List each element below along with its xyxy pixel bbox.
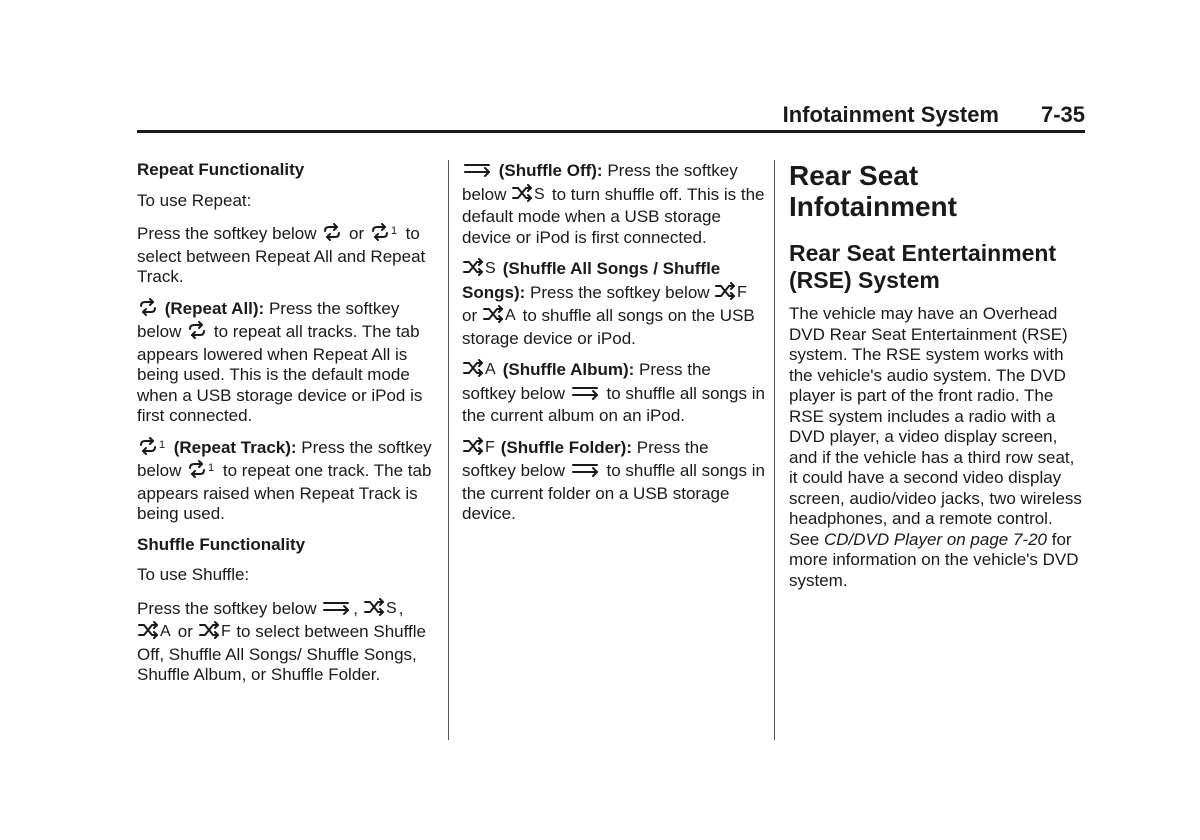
repeat-instructions: Press the softkey below or 1 to select between Repeat All and Repeat Track.: [137, 224, 426, 286]
column-1: [137, 160, 437, 686]
section-title: Infotainment System: [782, 102, 999, 127]
repeat-track-icon: [187, 460, 217, 484]
svg-text:A: A: [160, 623, 171, 639]
svg-text:A: A: [504, 307, 516, 323]
shuffle-off-icon: [571, 460, 601, 484]
shuffle-songs-icon: [512, 184, 546, 208]
repeat-heading: Repeat Functionality: [137, 160, 305, 179]
svg-text:S: S: [385, 599, 397, 616]
svg-text:S: S: [534, 185, 545, 202]
svg-text:S: S: [485, 260, 496, 276]
repeat-track-icon: [370, 223, 400, 247]
rse-body: The vehicle may have an Overhead DVD Rear Seat Entertainment (RSE) system. The RSE system works with the vehicle's audio system. The DVD player is part of the front radio. The RSE system includes a radio with a DVD player, a video display screen, and if the vehicle has a third row seat, it could have a second video display screen, audio/video jacks, two wireless headphones, and a remote control. See CD/DVD Player on page 7-20 for more information on the vehicle's DVD system.: [789, 304, 1082, 590]
column-divider: [774, 160, 775, 740]
shuffle-folder-icon: [715, 282, 747, 306]
svg-text:A: A: [485, 361, 496, 377]
repeat-track-icon: [138, 437, 168, 461]
shuffle-off-icon: [571, 383, 601, 407]
shuffle-folder-paragraph: F (Shuffle Folder): Press the softkey below to shuffle all songs in the current folder on a USB storage device.: [462, 437, 765, 523]
shuffle-off-paragraph: (Shuffle Off): Press the softkey below S to turn shuffle off. This is the default mode when a USB storage device or iPod is first connected.: [462, 161, 765, 247]
page-number: 7-35: [1040, 102, 1085, 127]
cross-reference-link[interactable]: CD/DVD Player on page 7-20: [823, 529, 1047, 549]
section-heading: Rear Seat Infotainment: [789, 160, 957, 222]
page-header: [137, 100, 1085, 133]
svg-text:1: 1: [390, 225, 397, 237]
repeat-all-icon: [187, 321, 208, 345]
repeat-intro: To use Repeat:: [137, 190, 252, 210]
svg-text:F: F: [737, 283, 748, 300]
shuffle-album-label: (Shuffle Album):: [502, 360, 635, 379]
svg-text:1: 1: [159, 438, 166, 451]
subsection-heading: Rear Seat Entertainment (RSE) System: [789, 240, 1057, 293]
shuffle-songs-icon: [463, 258, 497, 282]
shuffle-folder-icon: [463, 437, 495, 461]
repeat-all-label: (Repeat All):: [164, 298, 265, 318]
shuffle-off-label: (Shuffle Off):: [498, 161, 603, 180]
shuffle-intro: To use Shuffle:: [137, 565, 250, 584]
shuffle-instructions: Press the softkey below , S , A or F to select between Shuffle Off, Shuffle All Songs/ Shuffle Songs, Shuffle Album, or Shuffle Folder.: [137, 598, 426, 684]
shuffle-album-icon: [463, 359, 497, 383]
repeat-track-paragraph: 1 (Repeat Track): Press the softkey below 1 to repeat one track. The tab appears raised when Repeat Track is being used.: [137, 437, 432, 523]
shuffle-folder-icon: [199, 621, 231, 645]
shuffle-all-label: (Shuffle All Songs / Shuffle Songs):: [462, 259, 721, 302]
column-divider: [448, 160, 449, 740]
repeat-all-icon: [322, 223, 343, 247]
svg-text:F: F: [220, 623, 231, 639]
repeat-track-label: (Repeat Track):: [173, 437, 297, 457]
shuffle-album-icon: [138, 621, 172, 645]
repeat-all-paragraph: (Repeat All): Press the softkey below to repeat all tracks. The tab appears lowered when Repeat All is being used. This is the default mode when a USB storage device or iPod is first connected.: [137, 298, 423, 425]
shuffle-album-paragraph: A (Shuffle Album): Press the softkey below to shuffle all songs in the current album on an iPod.: [462, 360, 765, 425]
shuffle-all-paragraph: S (Shuffle All Songs / Shuffle Songs): Press the softkey below F or A to shuffle all songs on the USB storage device or iPod.: [462, 259, 755, 348]
shuffle-off-icon: [463, 160, 493, 184]
shuffle-heading: Shuffle Functionality: [137, 534, 306, 554]
shuffle-album-icon: [483, 305, 517, 329]
shuffle-songs-icon: [364, 598, 398, 622]
shuffle-folder-label: (Shuffle Folder):: [500, 437, 632, 457]
svg-text:F: F: [485, 438, 495, 455]
column-3: [789, 160, 1085, 591]
svg-text:1: 1: [208, 462, 215, 474]
shuffle-off-icon: [322, 598, 352, 622]
repeat-all-icon: [138, 298, 159, 322]
column-2: [462, 160, 767, 525]
